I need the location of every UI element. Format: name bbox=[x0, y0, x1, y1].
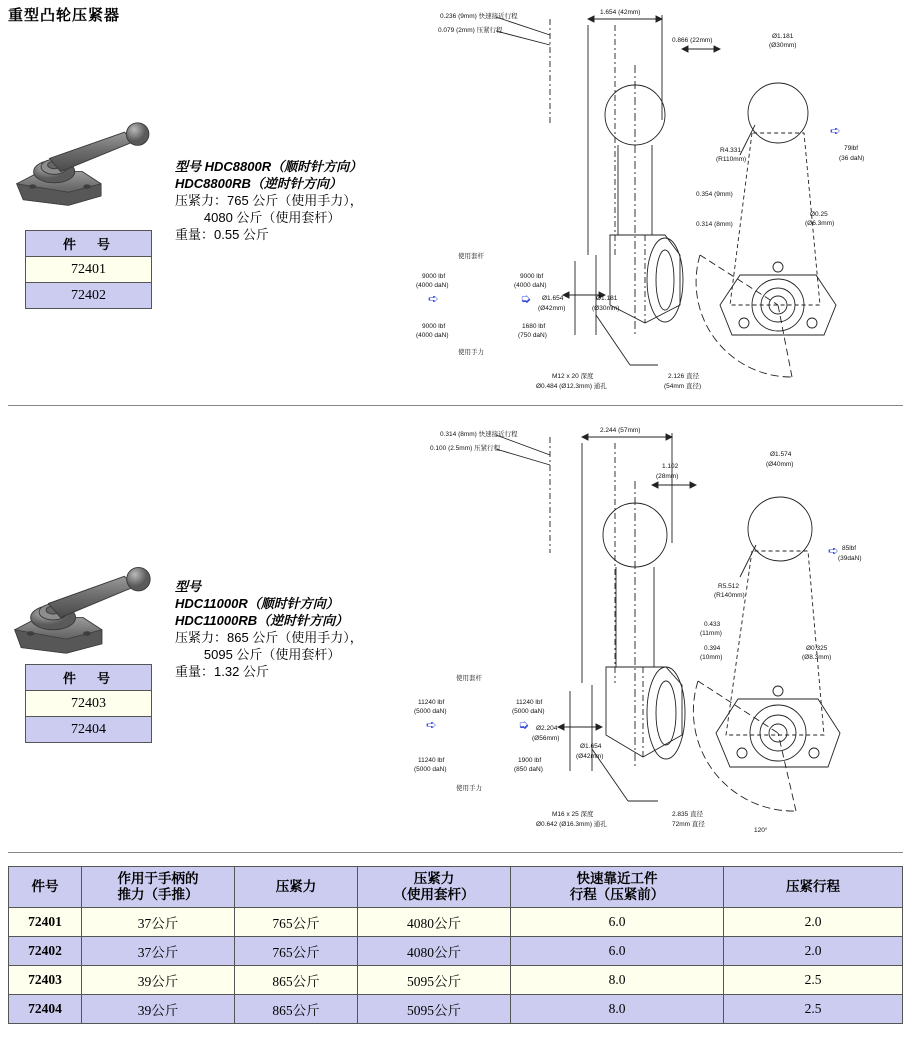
cell-approach-stroke: 6.0 bbox=[511, 908, 724, 937]
clamp-illustration-hdc8800 bbox=[12, 110, 162, 220]
cell-handle-force: 39公斤 bbox=[82, 966, 235, 995]
cell-part-number: 72404 bbox=[9, 995, 82, 1024]
dwg-label: (5000 daN) bbox=[414, 708, 447, 715]
dwg-label: (39daN) bbox=[838, 555, 862, 562]
dwg-label: (5000 daN) bbox=[512, 708, 545, 715]
dwg-label: (Ø6.3mm) bbox=[805, 220, 835, 227]
col-header-clamp-force: 压紧力 bbox=[235, 867, 358, 908]
dwg-label: 11240 lbf bbox=[516, 699, 543, 706]
clamp-illustration-hdc11000 bbox=[10, 556, 160, 666]
dwg-label: 11240 lbf bbox=[418, 757, 445, 764]
dwg-label: Ø1.654 bbox=[580, 743, 602, 750]
dwg-label: R4.331 bbox=[720, 147, 741, 154]
section-divider-1 bbox=[8, 405, 903, 406]
cell-handle-force: 37公斤 bbox=[82, 908, 235, 937]
dwg-label: 2.244 (57mm) bbox=[600, 427, 641, 434]
dwg-label: (R140mm) bbox=[714, 592, 745, 599]
cell-clamp-force: 865公斤 bbox=[235, 966, 358, 995]
dwg-label: 2.835 直径 bbox=[672, 811, 704, 818]
col-header-handle-force: 作用于手柄的 推力（手推） bbox=[82, 867, 235, 908]
dwg-label: 11240 lbf bbox=[418, 699, 445, 706]
col-header-clamp-force-socket: 压紧力 （使用套杆） bbox=[358, 867, 511, 908]
dwg-label: 1.654 (42mm) bbox=[600, 9, 641, 16]
dwg-label: (R110mm) bbox=[716, 156, 747, 163]
desc-line: HDC8800RB（逆时针方向） bbox=[175, 176, 342, 191]
desc-line: 型号 HDC8800R（顺时针方向） bbox=[175, 159, 363, 174]
col-header-approach-stroke: 快速靠近工件 行程（压紧前） bbox=[511, 867, 724, 908]
dwg-label: (Ø40mm) bbox=[766, 461, 794, 468]
col-header-clamp-stroke: 压紧行程 bbox=[724, 867, 903, 908]
dwg-label: Ø0.25 bbox=[810, 211, 828, 218]
dwg-label: 9000 lbf bbox=[422, 273, 446, 280]
cell-approach-stroke: 8.0 bbox=[511, 966, 724, 995]
dwg-label: 85lbf bbox=[842, 545, 857, 552]
dwg-label: Ø0.642 (Ø16.3mm) 通孔 bbox=[536, 821, 607, 828]
desc-line: 4080 公斤（使用套杆） bbox=[175, 210, 341, 225]
technical-drawing-hdc8800 bbox=[400, 5, 900, 405]
table-row bbox=[9, 908, 903, 937]
part-number-cell: 72402 bbox=[26, 283, 152, 309]
desc-line: 压紧力：765 公斤（使用手力）， bbox=[175, 193, 363, 208]
dwg-label: (36 daN) bbox=[839, 155, 865, 162]
part-number-header: 件 号 bbox=[26, 665, 152, 691]
force-arrow-socket-right: ➭ bbox=[520, 291, 531, 306]
dwg-label: Ø2.204 bbox=[536, 725, 558, 732]
dwg-label: (10mm) bbox=[700, 654, 723, 661]
desc-line: HDC11000RB（逆时针方向） bbox=[175, 613, 349, 628]
table-row bbox=[9, 966, 903, 995]
dwg-label: (4000 daN) bbox=[416, 282, 449, 289]
dwg-label: (11mm) bbox=[700, 630, 722, 637]
cell-clamp-stroke: 2.5 bbox=[724, 966, 903, 995]
cell-clamp-force-socket: 4080公斤 bbox=[358, 908, 511, 937]
cell-clamp-force: 765公斤 bbox=[235, 937, 358, 966]
dwg-label: 0.079 (2mm) 压紧行程 bbox=[438, 27, 503, 34]
dwg-label: M12 x 20 深度 bbox=[552, 373, 594, 380]
dwg-label: M16 x 25 深度 bbox=[552, 811, 594, 818]
dwg-label: Ø1.574 bbox=[770, 451, 792, 458]
part-number-cell: 72401 bbox=[26, 257, 152, 283]
dwg-label: 1680 lbf bbox=[522, 323, 546, 330]
desc-line: 重量：1.32 公斤 bbox=[175, 664, 269, 679]
part-number-table-hdc8800 bbox=[25, 230, 152, 309]
dwg-label: 使用手力 bbox=[458, 349, 484, 356]
dwg-label: 0.100 (2.5mm) 压紧行程 bbox=[430, 445, 501, 452]
cell-approach-stroke: 8.0 bbox=[511, 995, 724, 1024]
dwg-label: 0.394 bbox=[704, 645, 721, 652]
dwg-label: 0.314 (8mm) bbox=[696, 221, 733, 228]
dwg-label: Ø0.484 (Ø12.3mm) 通孔 bbox=[536, 383, 607, 390]
dwg-label: Ø1.181 bbox=[772, 33, 794, 40]
dwg-label: (5000 daN) bbox=[414, 766, 447, 773]
product-description-hdc11000 bbox=[175, 578, 390, 680]
dwg-label: 0.314 (8mm) 快速接近行程 bbox=[440, 431, 518, 438]
cell-part-number: 72403 bbox=[9, 966, 82, 995]
part-number-cell: 72403 bbox=[26, 691, 152, 717]
cell-part-number: 72401 bbox=[9, 908, 82, 937]
dwg-label: 9000 lbf bbox=[520, 273, 544, 280]
cell-clamp-force: 765公斤 bbox=[235, 908, 358, 937]
dwg-label: (750 daN) bbox=[518, 332, 547, 339]
product-description-hdc8800 bbox=[175, 158, 385, 243]
dwg-label: (4000 daN) bbox=[416, 332, 449, 339]
dwg-label: (54mm 直径) bbox=[664, 383, 702, 390]
dwg-label: R5.512 bbox=[718, 583, 739, 590]
dwg-label: Ø1.654 bbox=[542, 295, 564, 302]
dwg-label: 0.433 bbox=[704, 621, 721, 628]
part-number-table-hdc11000 bbox=[25, 664, 152, 743]
cell-clamp-stroke: 2.5 bbox=[724, 995, 903, 1024]
desc-line: 型号 bbox=[175, 579, 202, 594]
force-arrow-socket-left: ➪ bbox=[426, 717, 437, 732]
cell-part-number: 72402 bbox=[9, 937, 82, 966]
dwg-label: (Ø8.3mm) bbox=[802, 654, 832, 661]
dwg-label: (Ø42mm) bbox=[538, 305, 566, 312]
dwg-label: (4000 daN) bbox=[514, 282, 547, 289]
dwg-label: Ø1.181 bbox=[596, 295, 618, 302]
dwg-label: (Ø30mm) bbox=[769, 42, 797, 49]
dwg-label: 0.866 (22mm) bbox=[672, 37, 713, 44]
section-divider-2 bbox=[8, 852, 903, 853]
cell-clamp-stroke: 2.0 bbox=[724, 908, 903, 937]
dwg-label: 120° bbox=[754, 827, 768, 834]
dwg-label: 1.102 bbox=[662, 463, 679, 470]
cell-clamp-force-socket: 5095公斤 bbox=[358, 995, 511, 1024]
cell-handle-force: 39公斤 bbox=[82, 995, 235, 1024]
cell-approach-stroke: 6.0 bbox=[511, 937, 724, 966]
table-row bbox=[9, 937, 903, 966]
part-number-header: 件 号 bbox=[26, 231, 152, 257]
cell-clamp-force-socket: 5095公斤 bbox=[358, 966, 511, 995]
dwg-label: Ø0.325 bbox=[806, 645, 828, 652]
dwg-label: 1900 lbf bbox=[518, 757, 542, 764]
specification-table bbox=[8, 866, 903, 1024]
desc-line: 5095 公斤（使用套杆） bbox=[175, 647, 341, 662]
desc-line: 重量：0.55 公斤 bbox=[175, 227, 269, 242]
desc-line: HDC11000R（顺时针方向） bbox=[175, 596, 339, 611]
dwg-label: (28mm) bbox=[656, 473, 679, 480]
force-arrow-right: ➪ bbox=[830, 123, 841, 138]
dwg-label: 9000 lbf bbox=[422, 323, 446, 330]
cell-clamp-force-socket: 4080公斤 bbox=[358, 937, 511, 966]
cell-clamp-force: 865公斤 bbox=[235, 995, 358, 1024]
page-title: 重型凸轮压紧器 bbox=[8, 7, 121, 24]
dwg-label: 79lbf bbox=[844, 145, 859, 152]
dwg-label: 0.236 (9mm) 快速接近行程 bbox=[440, 13, 518, 20]
cell-clamp-stroke: 2.0 bbox=[724, 937, 903, 966]
dwg-label: 2.126 直径 bbox=[668, 373, 700, 380]
dwg-label: 使用套杆 bbox=[458, 253, 484, 260]
dwg-label: 72mm 直径 bbox=[672, 821, 705, 828]
force-arrow-socket-left: ➪ bbox=[428, 291, 439, 306]
dwg-label: (Ø42mm) bbox=[576, 753, 604, 760]
table-row bbox=[9, 995, 903, 1024]
dwg-label: 使用手力 bbox=[456, 785, 482, 792]
col-header-part-number: 件号 bbox=[9, 867, 82, 908]
dwg-label: 使用套杆 bbox=[456, 675, 482, 682]
technical-drawing-hdc11000 bbox=[400, 423, 900, 843]
force-arrow-right: ➪ bbox=[828, 543, 839, 558]
desc-line: 压紧力：865 公斤（使用手力）， bbox=[175, 630, 363, 645]
dwg-label: (Ø56mm) bbox=[532, 735, 560, 742]
part-number-cell: 72404 bbox=[26, 717, 152, 743]
dwg-label: 0.354 (9mm) bbox=[696, 191, 733, 198]
cell-handle-force: 37公斤 bbox=[82, 937, 235, 966]
force-arrow-socket-right: ➭ bbox=[518, 717, 529, 732]
table-header-row bbox=[9, 867, 903, 908]
dwg-label: (850 daN) bbox=[514, 766, 543, 773]
dwg-label: (Ø30mm) bbox=[592, 305, 620, 312]
